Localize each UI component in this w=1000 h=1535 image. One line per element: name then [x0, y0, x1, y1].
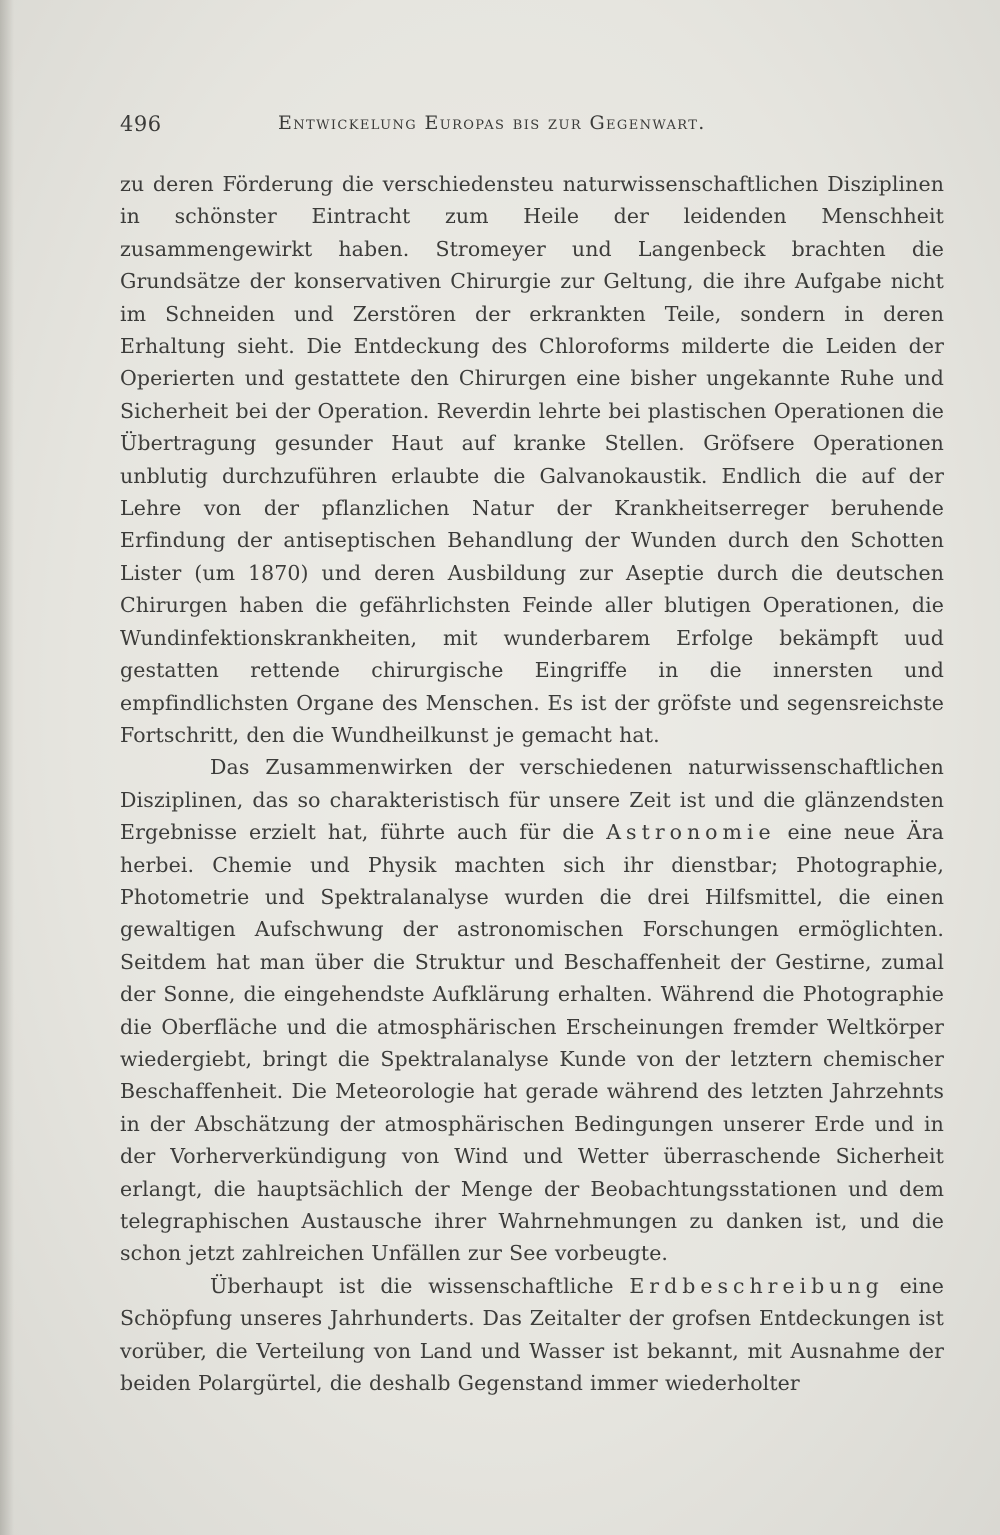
text-run: Überhaupt ist die wissenschaftliche	[210, 1273, 630, 1298]
body-text	[120, 168, 944, 1399]
paragraph	[120, 1270, 944, 1400]
text-run: zu deren Förderung die verschiedensteu naturwissenschaftlichen Disziplinen in schönster Eintracht zum Heile der leidenden Menschheit zusammengewirkt haben. Stromeyer und Langenbeck brachten die Grundsätze der konservativen Chirurgie zur Geltung, die ihre Aufgabe nicht im Schneiden und Zerstören der erkrankten Teile, sondern in deren Erhaltung sieht. Die Entdeckung des Chloroforms milderte die Leiden der Operierten und gestattete den Chirurgen eine bisher ungekannte Ruhe und Sicherheit bei der Operation. Reverdin lehrte bei plastischen Operationen die Übertragung gesunder Haut auf kranke Stellen. Gröfsere Operationen unblutig durchzuführen erlaubte die Galvanokaustik. Endlich die auf der Lehre von der pflanzlichen Natur der Krankheitserreger beruhende Erfindung der antiseptischen Behandlung der Wunden durch den Schotten Lister (um 1870) und deren Ausbildung zur Aseptie durch die deutschen Chirurgen haben die gefährlichsten Feinde aller blutigen Operationen, die Wundinfektionskrankheiten, mit wunderbarem Erfolge bekämpft uud gestatten rettende chirurgische Eingriffe in die innersten und empfindlichsten Organe des Menschen. Es ist der gröfste und segensreichste Fortschritt, den die Wundheilkunst je gemacht hat.	[120, 172, 944, 747]
page-number: 496	[120, 112, 162, 136]
page-edge-shadow	[0, 0, 14, 1535]
page-header	[120, 112, 938, 146]
running-head: Entwickelung Europas bis zur Gegenwart.	[278, 112, 706, 134]
paragraph	[120, 168, 944, 751]
text-run: Das Zusammenwirken der verschiedenen naturwissenschaftlichen Disziplinen, das so charakteristisch für unsere Zeit ist und die glänzendsten Ergebnisse erzielt hat, führte auch für die	[120, 755, 944, 845]
text-run: eine Schöpfung unseres Jahrhunderts. Das Zeitalter der grofsen Entdeckungen ist vorüber, die Verteilung von Land und Wasser ist bekannt, mit Ausnahme der beiden Polargürtel, die deshalb Gegenstand immer wiederholter	[120, 1273, 944, 1396]
text-run: eine neue Ära herbei. Chemie und Physik machten sich ihr dienstbar; Photographie, Photometrie und Spektralanalyse wurden die drei Hilfsmittel, die einen gewaltigen Aufschwung der astronomischen Forschungen ermöglichten. Seitdem hat man über die Struktur und Beschaffenheit der Gestirne, zumal der Sonne, die eingehendste Aufklärung erhalten. Während die Photographie die Oberfläche und die atmosphärischen Erscheinungen fremder Weltkörper wiedergiebt, bringt die Spektralanalyse Kunde von der letztern chemischer Beschaffenheit. Die Meteorologie hat gerade während des letzten Jahrzehnts in der Abschätzung der atmosphärischen Bedingungen unserer Erde und in der Vorherverkündigung von Wind und Wetter überraschende Sicherheit erlangt, die hauptsächlich der Menge der Beobachtungsstationen und dem telegraphischen Austausche ihrer Wahrnehmungen zu danken ist, und die schon jetzt zahlreichen Unfällen zur See vorbeugte.	[120, 820, 945, 1266]
emphasized-term: Erdbeschreibung	[629, 1273, 884, 1298]
emphasized-term: Astronomie	[606, 820, 776, 845]
paragraph	[120, 751, 944, 1270]
